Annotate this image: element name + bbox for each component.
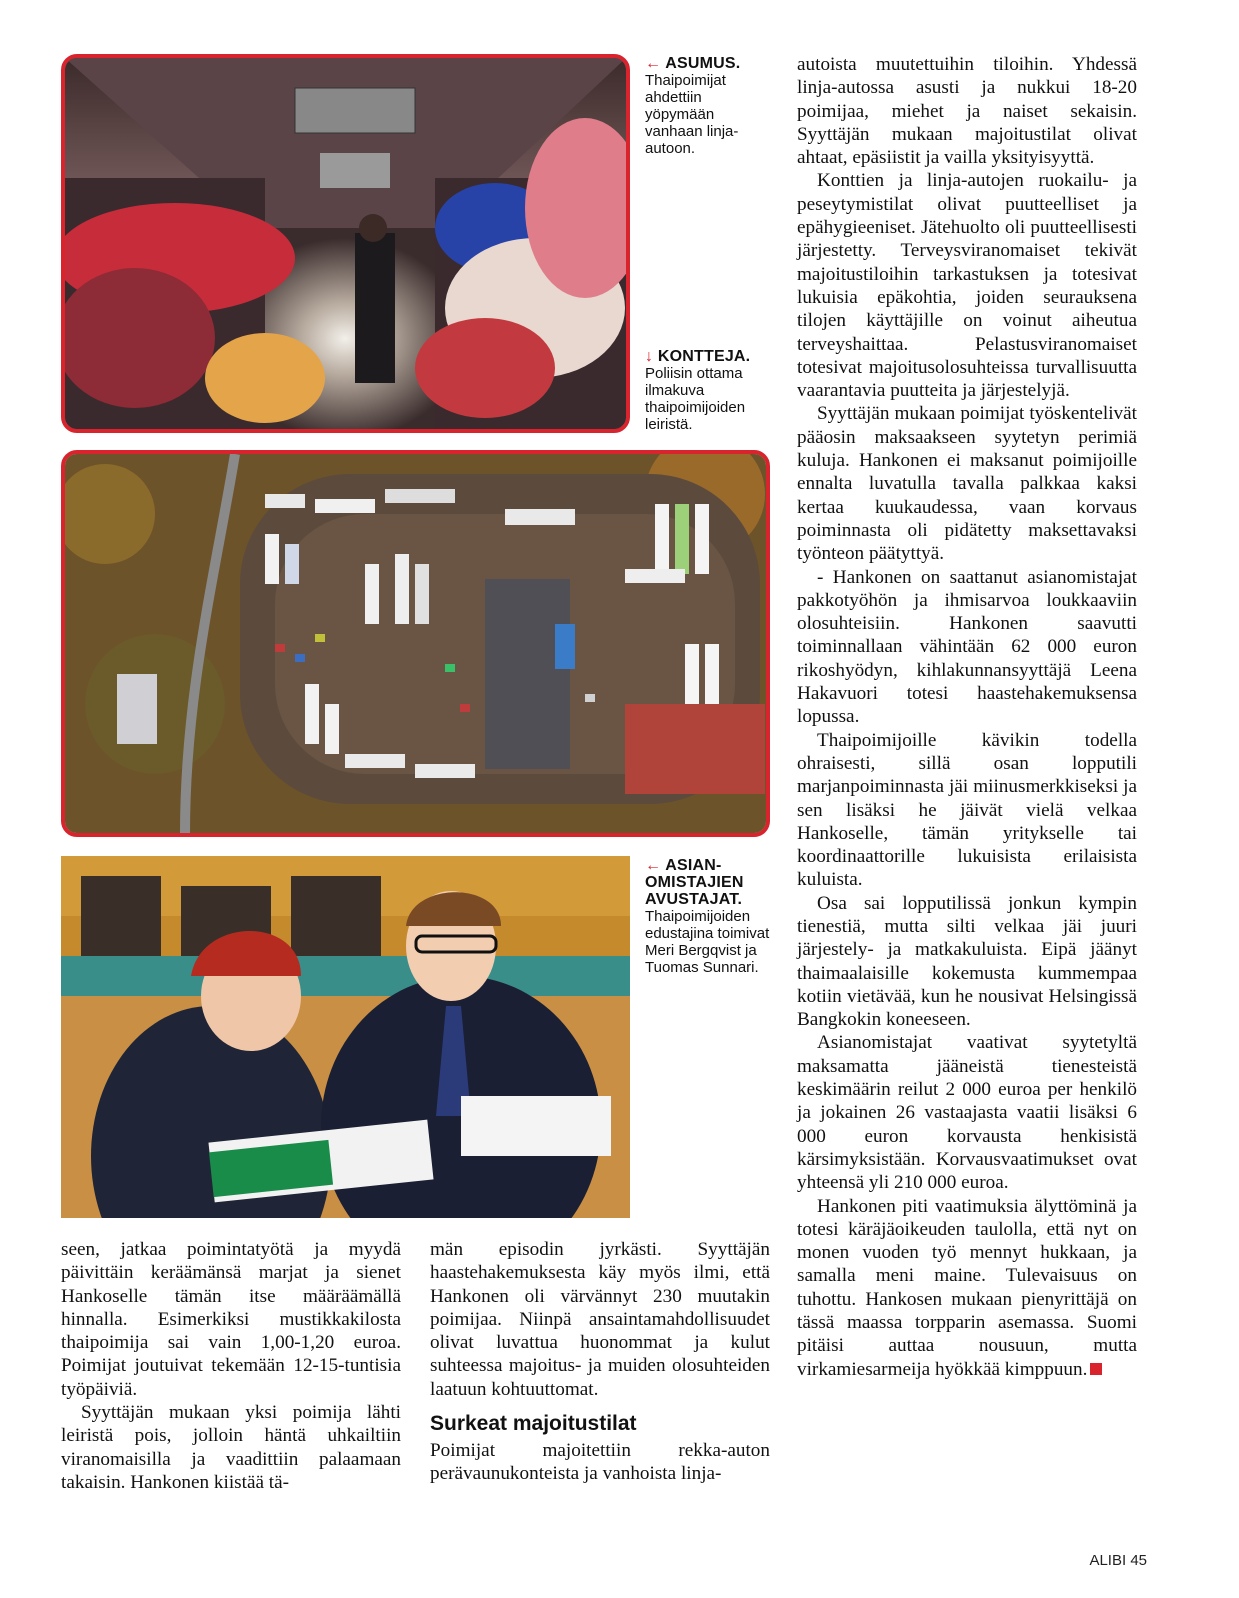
- caption-avustajat: [645, 857, 770, 976]
- caption-asumus-head: [645, 55, 770, 72]
- end-mark-icon: [1090, 1363, 1102, 1375]
- arrow-left-icon: ←: [645, 857, 662, 874]
- article-column-right: [797, 53, 1137, 1381]
- caption-avustajat-title: ASIAN-OMISTAJIEN AVUSTAJAT.: [645, 857, 744, 908]
- section-subheading: Surkeat majoitustilat: [430, 1412, 637, 1436]
- paragraph: Konttien ja linja-autojen ruokailu- ja peseytymistilat olivat puutteelliset ja epähygieeniset. Jätehuolto oli puutteellisesti järjestetty. Terveysviranomaiset tekivät majoitustiloihin tarkastuksen ja totesivat lukuisia epäkohtia, joiden seurauksena tilojen käyttäjille on voinut aiheutua terveyshaittaa. Pelastusviranomaiset totesivat majoitusolosuhteissa turvallisuutta vaarantavia puutteita ja järjestelyjä.: [797, 170, 1137, 402]
- paragraph-final-text: Hankonen piti vaatimuksia älyttöminä ja totesi käräjäoikeuden taulolla, että nyt on monen vuoden työ mennyt hukkaan, ja samalla meni maine. Tulevaisuus on tuhottu. Hankosen mukaan pienyrittäjä on tässä maassa torpparin asemassa. Suomi pitäisi auttaa nousuun, mutta virkamiesarmeija hyökkää kimppuun.: [797, 1195, 1137, 1380]
- paragraph: Syyttäjän mukaan yksi poimija lähti leiristä pois, jolloin häntä uhkailtiin viranomaisilla ja vaadittiin palaamaan takaisin. Hankonen kiistää tä-: [61, 1402, 401, 1493]
- aerial-camp-image: [65, 454, 766, 833]
- paragraph: Osa sai lopputilissä jonkun kympin tienestiä, mutta silti velkaa jäi juuri järjestely- ja matkakuluista. Eipä jäänyt thaimaalaisille kokemusta kummempaa kotiin vietävää, kun he nousivat Helsingissä Bangkokin koneeseen.: [797, 892, 1137, 1031]
- magazine-name: ALIBI: [1089, 1552, 1127, 1569]
- paragraph-final: [797, 1195, 1137, 1381]
- page-number: 45: [1130, 1552, 1147, 1569]
- photo-courtroom: [61, 856, 630, 1218]
- caption-kontteja-title: KONTTEJA.: [657, 348, 751, 365]
- paragraph: Thaipoimijoille kävikin todella ohraisesti, sillä osan lopputili marjanpoiminnasta jäi miinusmerkkiseksi ja sen lisäksi he jäivät vielä velkaa Hankoselle, tämän yritykselle tai koordinaattorille lukuisista erilaisista kuluista.: [797, 729, 1137, 891]
- paragraph: seen, jatkaa poimintatyötä ja myydä päivittäin keräämänsä marjat ja sienet Hankoselle tämän itse määräämällä hinnalla. Esimerkiksi mustikkakilosta thaipoimija sai vain 1,00-1,20 euroa. Poimijat joutuivat tekemään 12-15-tuntisia työpäiviä.: [61, 1239, 401, 1400]
- arrow-down-icon: ↓: [645, 348, 654, 365]
- photo-bus-interior: [61, 54, 630, 433]
- paragraph: Poimijat majoitettiin rekka-auton perävaunukonteista ja vanhoista linja-: [430, 1440, 770, 1485]
- caption-avustajat-text: Thaipoimijoiden edustajina toimivat Meri Bergqvist ja Tuomas Sunnari.: [645, 908, 770, 976]
- page-footer: [1089, 1552, 1147, 1569]
- paragraph: - Hankonen on saattanut asianomistajat pakkotyöhön ja ihmisarvoa loukkaaviin olosuhteisiin. Hankonen saavutti toiminnallaan vähintään 62 000 euron rikoshyödyn, kihlakunnansyyttäjä Leena Hakavuori totesi haastehakemuksensa lopussa.: [797, 566, 1137, 728]
- arrow-left-icon: ←: [645, 55, 662, 72]
- caption-asumus: [645, 55, 770, 157]
- courtroom-image: [61, 856, 630, 1218]
- caption-kontteja: [645, 348, 770, 433]
- photo-aerial-camp: [61, 450, 770, 837]
- article-column-left: [61, 1238, 401, 1494]
- caption-asumus-title: ASUMUS.: [665, 55, 741, 72]
- paragraph: autoista muutettuihin tiloihin. Yhdessä linja-autossa asusti ja nukkui 18-20 poimijaa, miehet ja naiset sekaisin. Syyttäjän mukaan majoitustilat olivat ahtaat, epäsiistit ja vailla yksityisyyttä.: [797, 54, 1137, 169]
- paragraph: Syyttäjän mukaan poimijat työskentelivät pääosin maksaakseen syytetyn perimiä kuluja. Hankonen ei maksanut poimijoille ennalta luvatulla tavalla palkkaa kaksi kertaa kuukaudessa, vaan korvaus poiminnasta oli pidätetty maksettavaksi työnteon päätyttyä.: [797, 403, 1137, 565]
- caption-kontteja-text: Poliisin ottama ilmakuva thaipoimijoiden leiristä.: [645, 365, 746, 433]
- caption-avustajat-head: [645, 857, 770, 908]
- bus-interior-image: [65, 58, 626, 429]
- caption-asumus-text: Thaipoimijat ahdettiin yöpymään vanhaan linja-autoon.: [645, 72, 739, 157]
- paragraph: män episodin jyrkästi. Syyttäjän haastehakemuksesta käy myös ilmi, että Hankonen oli värvännyt 230 muutakin poimijaa. Niinpä ansaintamahdollisuudet olivat luvattua huonommat ja kulut suhteessa majoitus- ja muiden olosuhteiden laatuun kohtuuttomat.: [430, 1239, 770, 1400]
- article-column-middle: [430, 1238, 770, 1486]
- caption-kontteja-head: [645, 348, 770, 365]
- paragraph: Asianomistajat vaativat syytetyltä maksamatta jääneistä tienesteistä keskimäärin reilut 2 000 euroa per henkilö ja jokainen 26 vastaajasta vaatii lisäksi 6 000 euron korvausta henkisistä kärsimyksistään. Korvausvaatimukset ovat yhteensä yli 210 000 euroa.: [797, 1032, 1137, 1194]
